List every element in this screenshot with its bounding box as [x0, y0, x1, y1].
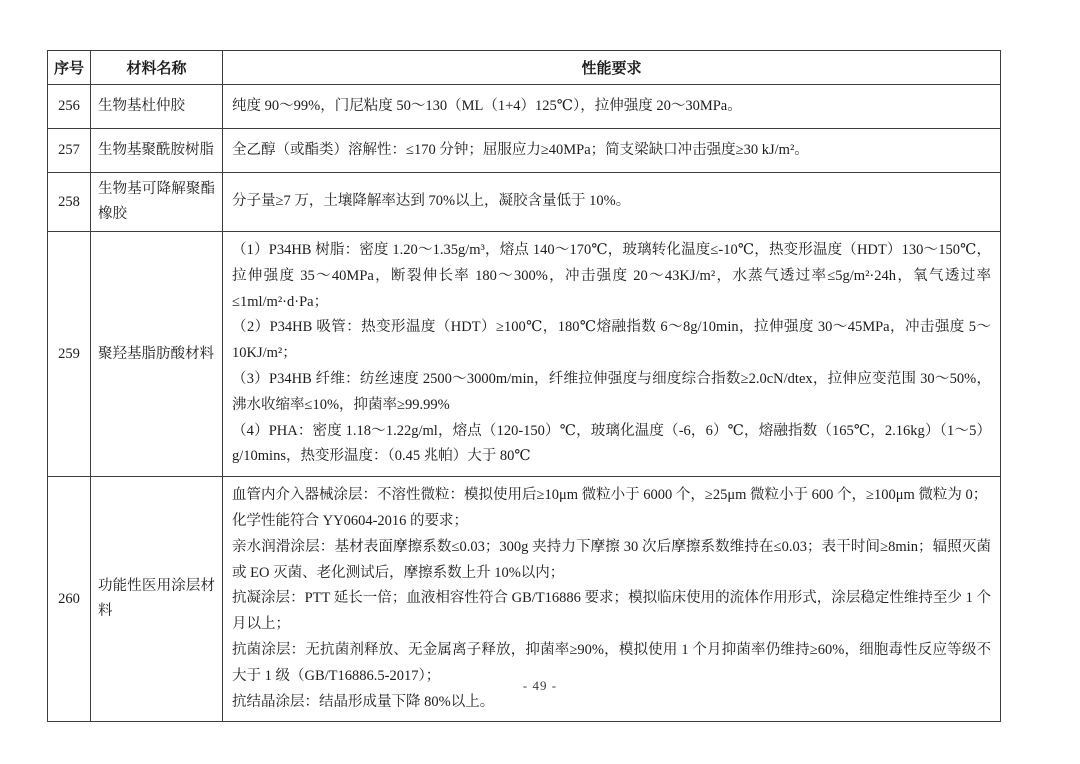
row-number-cell: 258	[48, 173, 91, 232]
requirement-line: （3）P34HB 纤维：纺丝速度 2500～3000m/min，纤维拉伸强度与细度综合指数≥2.0cN/dtex，拉伸应变范围 30～50%，沸水收缩率≤10%，抑菌率≥99.99%	[232, 370, 991, 413]
materials-table	[47, 50, 1001, 722]
material-name-cell: 生物基聚酰胺树脂	[91, 129, 223, 173]
table-row	[48, 85, 1001, 129]
material-name-cell: 生物基可降解聚酯橡胶	[91, 173, 223, 232]
requirements-cell	[223, 129, 1001, 173]
header-cell-performance-requirements: 性能要求	[223, 51, 1001, 85]
requirement-line: 血管内介入器械涂层：不溶性微粒：模拟使用后≥10μm 微粒小于 6000 个，≥25μm 微粒小于 600 个，≥100μm 微粒为 0；	[232, 487, 988, 504]
table-row	[48, 232, 1001, 477]
table-header-row	[48, 51, 1001, 85]
requirement-line: 亲水润滑涂层：基材表面摩擦系数≤0.03；300g 夹持力下摩擦 30 次后摩擦系数维持在≤0.03；表干时间≥8min；辐照灭菌或 EO 灭菌、老化测试后，摩擦系数上升 10%以内；	[232, 538, 991, 581]
requirement-line: 化学性能符合 YY0604-2016 的要求；	[232, 512, 469, 529]
requirement-line: 抗凝涂层：PTT 延长一倍；血液相容性符合 GB/T16886 要求；模拟临床使用的流体作用形式，涂层稳定性维持至少 1 个月以上；	[232, 590, 991, 633]
table-row	[48, 129, 1001, 173]
row-number-cell: 259	[48, 232, 91, 477]
requirement-line: （4）PHA：密度 1.18～1.22g/ml，熔点（120-150）℃，玻璃化温度（-6，6）℃，熔融指数（165℃，2.16kg）（1～5）g/10mins，热变形温度：（0.45 兆帕）大于 80℃	[232, 422, 991, 465]
requirement-line: 抗结晶涂层：结晶形成量下降 80%以上。	[232, 693, 495, 710]
row-number-cell: 257	[48, 129, 91, 173]
requirement-line: 全乙醇（或酯类）溶解性：≤170 分钟；屈服应力≥40MPa；简支梁缺口冲击强度≥30 kJ/m²。	[232, 141, 809, 158]
row-number-cell: 256	[48, 85, 91, 129]
page-number: - 49 -	[522, 678, 558, 693]
requirement-line: 分子量≥7 万，土壤降解率达到 70%以上，凝胶含量低于 10%。	[232, 193, 631, 210]
requirement-line: 纯度 90～99%，门尼粘度 50～130（ML（1+4）125℃），拉伸强度 20～30MPa。	[232, 97, 742, 114]
material-name-cell: 聚羟基脂肪酸材料	[91, 232, 223, 477]
row-number-cell: 260	[48, 477, 91, 722]
requirement-line: （1）P34HB 树脂：密度 1.20～1.35g/m³，熔点 140～170℃，玻璃转化温度≤-10℃，热变形温度（HDT）130～150℃，拉伸强度 35～40MPa，断裂伸长率 180～300%，冲击强度 20～43KJ/m²，水蒸气透过率≤5g/m²·24h，氧气透过率≤1ml/m²·d·Pa；	[232, 242, 991, 310]
header-cell-material-name: 材料名称	[91, 51, 223, 85]
requirements-cell	[223, 173, 1001, 232]
header-cell-serial-number: 序号	[48, 51, 91, 85]
table-body	[48, 85, 1001, 722]
material-name-cell: 功能性医用涂层材料	[91, 477, 223, 722]
material-name-cell: 生物基杜仲胶	[91, 85, 223, 129]
table-row	[48, 173, 1001, 232]
requirements-cell	[223, 85, 1001, 129]
requirements-cell	[223, 232, 1001, 477]
requirement-line: （2）P34HB 吸管：热变形温度（HDT）≥100℃，180℃熔融指数 6～8g/10min，拉伸强度 30～45MPa，冲击强度 5～10KJ/m²；	[232, 319, 991, 362]
requirement-line: 抗菌涂层：无抗菌剂释放、无金属离子释放，抑菌率≥90%，模拟使用 1 个月抑菌率仍维持≥60%，细胞毒性反应等级不大于 1 级（GB/T16886.5-2017）；	[232, 641, 991, 684]
